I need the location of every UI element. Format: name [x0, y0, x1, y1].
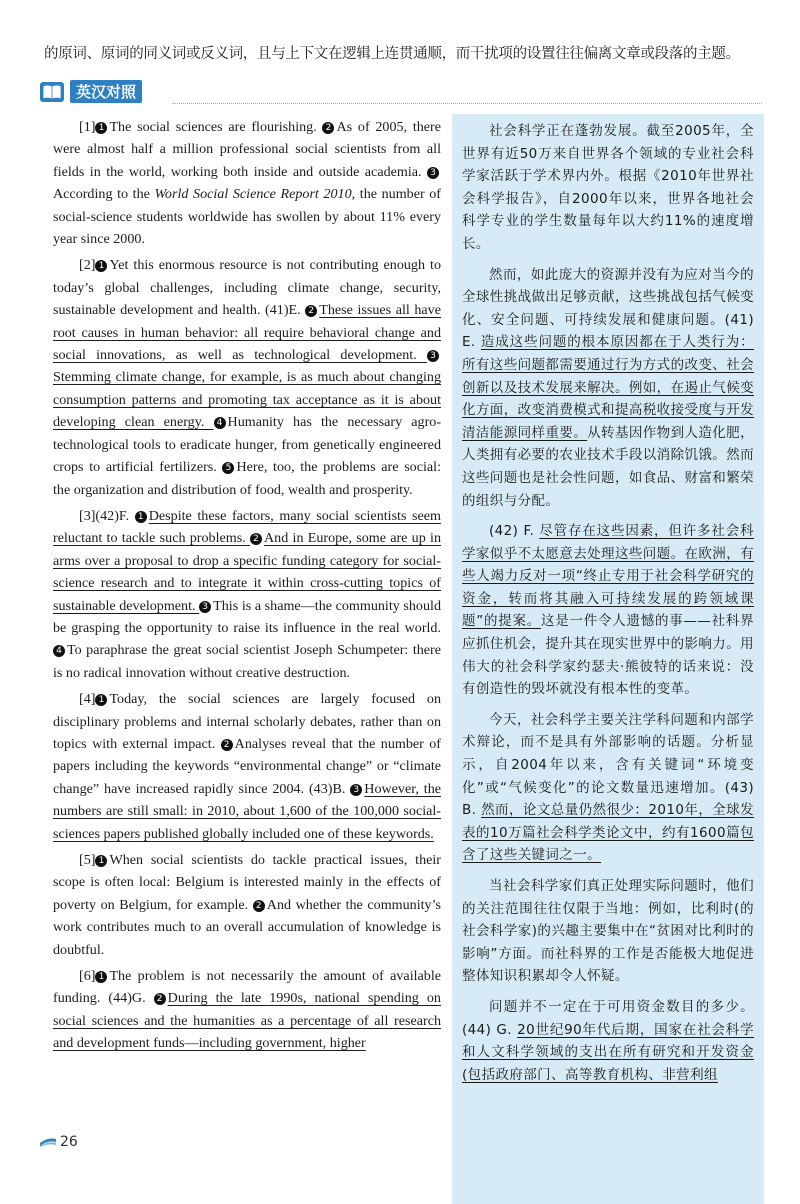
- book-icon: [40, 82, 64, 102]
- page-marker-icon: [40, 1137, 56, 1147]
- english-paragraph-4: [4] 1 Today, the social sciences are largely focused on disciplinary problems and internal scholarly debates, rather than on topics with external impact. 2 Analyses reveal that the number of papers including the keywords “environmental change” or “climate change” have increased rapidly since 2004. (43)B. 3 However, the numbers are still small: in 2010, about 1,600 of the 100,000 social-sciences papers published globally included one of these keywords.: [53, 691, 442, 842]
- sentence-number-icon: 3: [199, 601, 211, 613]
- sentence-number-icon: 1: [95, 694, 107, 706]
- chinese-paragraph-2: 然而，如此庞大的资源并没有为应对当今的全球性挑战做出足够贡献，这些挑战包括气候变化、安全问题、可持续发展和健康问题。(41) E. 造成这些问题的根本原因都在于人类行为：所有这些问题都需要通过行为方式的改变、社会创新以及技术发展来解决。例如，在遏止气候变化方面，改变消费模式和提高税收接受度与开发清洁能源同样重要。从转基因作物到人造化肥，人类拥有必要的农业技术手段以消除饥饿。然而这些问题也是社会性问题，如食品、财富和繁荣的组织与分配。: [462, 266, 755, 509]
- sentence-number-icon: 3: [350, 784, 362, 796]
- sentence-number-icon: 4: [214, 417, 226, 429]
- sentence-number-icon: 1: [95, 122, 107, 134]
- sentence-number-icon: 2: [221, 739, 233, 751]
- english-column: [53, 116, 441, 1059]
- page-footer: [40, 1134, 78, 1150]
- english-paragraph-5: [5] 1 When social scientists do tackle practical issues, their scope is often local: Belgium is interested mainly in the effects of poverty on Belgium, for example. 2 And whether the community’s work contributes much to an overall accumulation of knowledge is doubtful.: [53, 852, 441, 958]
- english-paragraph-6: [6] 1 The problem is not necessarily the amount of available funding. (44)G. 2 During the late 1990s, national spending on social sciences and the humanities as a percentage of all research and development funds—including government, higher: [53, 968, 441, 1052]
- chinese-paragraph-5: 当社会科学家们真正处理实际问题时，他们的关注范围往往仅限于当地：例如，比利时(的社会科学家)的兴趣主要集中在“贫困对比利时的影响”方面。而社科界的工作是否能极大地促进整体知识积累却令人怀疑。: [462, 878, 754, 985]
- chinese-paragraph-6: 问题并不一定在于可用资金数目的多少。(44) G. 20世纪90年代后期，国家在社会科学和人文科学领域的支出在所有研究和开发资金(包括政府部门、高等教育机构、非营利组: [462, 998, 754, 1083]
- sentence-number-icon: 2: [154, 993, 166, 1005]
- sentence-number-icon: 1: [135, 511, 147, 523]
- english-paragraph-2: [2] 1 Yet this enormous resource is not contributing enough to today’s global challenges, including climate change, security, sustainable development and health. (41)E. 2 These issues all have root causes in human behavior: all require behavioral change and social innovations, as well as technological development. 3Stemming climate change, for example, is as much about changing consumption patterns and promoting tax acceptance as it is about developing clean energy. 4 Humanity has the necessary agro-technological tools to eradicate hunger, from genetically engineered crops to artificial fertilizers. 5 Here, too, the problems are social: the organization and distribution of food, wealth and prosperity.: [53, 257, 442, 498]
- sentence-number-icon: 2: [322, 122, 334, 134]
- page-number: 26: [60, 1134, 78, 1150]
- sentence-number-icon: 1: [95, 855, 107, 867]
- chinese-paragraph-1: 社会科学正在蓬勃发展。截至2005年，全世界有近50万来自世界各个领域的专业社会科学家活跃于学术界内外。根据《2010年世界社会科学报告》，自2000年以来，世界各地社会科学专业的学生数量每年以大约11%的速度增长。: [462, 123, 754, 252]
- sentence-number-icon: 3: [427, 350, 439, 362]
- english-paragraph-3: [3](42)F. 1 Despite these factors, many social scientists seem reluctant to tackle such problems. 2 And in Europe, some are up in arms over a proposal to drop a specific funding category for social-science research and to integrate it within cross-cutting topics of sustainable development. 3 This is a shame—the community should be grasping the opportunity to raise its influence in the real world. 4 To paraphrase the great social scientist Joseph Schumpeter: there is no radical innovation without creative destruction.: [53, 507, 442, 681]
- sentence-number-icon: 2: [305, 305, 317, 317]
- sentence-number-icon: 1: [95, 971, 107, 983]
- sentence-number-icon: 2: [253, 900, 265, 912]
- chinese-paragraph-3: (42) F. 尽管存在这些因素，但许多社会科学家似乎不太愿意去处理这些问题。在欧洲，有些人竭力反对一项“终止专用于社会科学研究的资金，转而将其融入可持续发展的跨领域课题”的提案。这是一件令人遗憾的事——社科界应抓住机会，提升其在现实世界中的影响力。用伟大的社会科学家约瑟夫·熊彼特的话来说：没有创造性的毁坏就没有根本性的变革。: [462, 523, 755, 698]
- sentence-number-icon: 5: [222, 462, 234, 474]
- top-line-text: 的原词、原词的同义词或反义词，且与上下文在逻辑上连贯通顺，而干扰项的设置往往偏离文章或段落的主题。: [44, 46, 740, 62]
- sentence-number-icon: 1: [95, 260, 107, 272]
- sentence-number-icon: 2: [250, 533, 262, 545]
- section-header: [40, 80, 142, 103]
- english-paragraph-1: [1] 1 The social sciences are flourishing. 2 As of 2005, there were almost half a million professional social scientists from all fields in the world, working both inside and outside academia. 3According to the World Social Science Report 2010, the number of social-science students worldwide has swollen by about 11% every year since 2000.: [53, 119, 441, 248]
- section-title: 英汉对照: [70, 80, 142, 103]
- chinese-column: [452, 114, 764, 1204]
- sentence-number-icon: 4: [53, 645, 65, 657]
- chinese-paragraph-4: 今天，社会科学主要关注学科问题和内部学术辩论，而不是具有外部影响的话题。分析显示，自2004年以来，含有关键词“环境变化”或“气候变化”的论文数量迅速增加。(43) B. 然而，论文总量仍然很少：2010年，全球发表的10万篇社会科学类论文中，约有1600篇包含了这些关键词之一。: [462, 711, 754, 864]
- header-divider: [172, 103, 762, 104]
- sentence-number-icon: 3: [427, 167, 439, 179]
